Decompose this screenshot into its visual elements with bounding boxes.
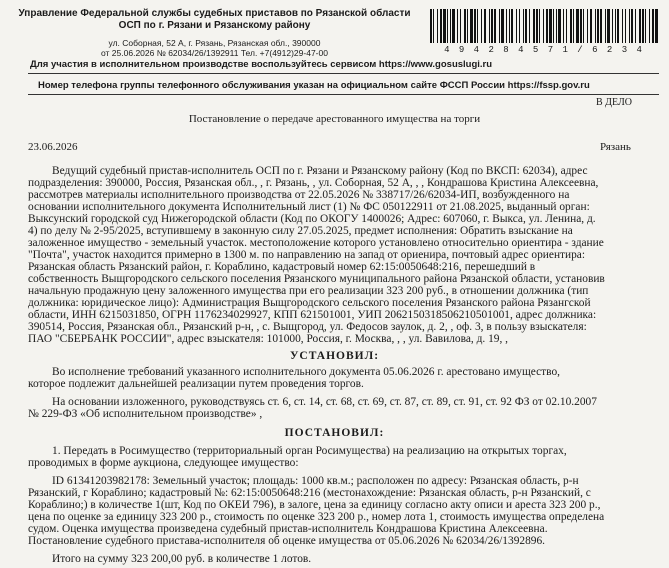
to-file-mark: В ДЕЛО [596, 97, 632, 108]
property-description [28, 475, 660, 547]
text-line: основании исполнительного документа Исполнительный лист (1) № ФС 050122911 от 21.08.2025, выданный орган: [28, 201, 590, 213]
text-line: судом. Оценка имущества произведена судебный пристав-исполнитель Кондрашова Кристина Алексеевна. [28, 523, 548, 535]
document-title: Постановление о передаче арестованного имущества на торги [188, 113, 481, 125]
reference-line: от 25.06.2026 № 62034/26/1392911 Тел. +7(4912)29-47-00 [101, 48, 328, 58]
text-line: проводимых в форме аукциона, следующее имущество: [28, 457, 299, 469]
text-line: Постановление судебного пристава-исполнителя об оценке имущества от 05.06.2026 № 62034/26/1392896. [28, 535, 546, 547]
text-line: Ведущий судебный пристав-исполнитель ОСП по г. Рязани и Рязанскому району (Код по ВКСП: 62034), адрес [52, 165, 588, 177]
text-line: На основании изложенного, руководствуясь ст. 6, ст. 14, ст. 68, ст. 69, ст. 87, ст. 89, ст. 91, ст. 92 ФЗ от 02.10.2007 [52, 396, 597, 408]
barcode [426, 9, 662, 54]
divider [28, 94, 659, 95]
text-line: цена по оценке за единицу 323 200 р., стоимость по оценке 323 200 р., номер лота 1, стоимость имущества определена [28, 511, 605, 523]
intro-paragraph [28, 165, 660, 345]
text-line: "Почта", участок находится примерно в 1300 м. по направлению на запад от ориенира, почтовый адрес ориентира: [28, 249, 586, 261]
text-line: 390514, Россия, Рязанская обл., Рязанский р-н, , с. Выщгород, ул. Федосов заулок, д. 2, , оф. 3, в пользу взыскателя: [28, 321, 587, 333]
text-line: Во исполнение требований указанного исполнительного документа 05.06.2026 г. арестовано имущество, [52, 366, 560, 378]
barcode-bars [426, 9, 662, 43]
established-paragraph [28, 366, 660, 390]
text-line: 4) по делу № 2-95/2025, вступившему в законную силу 27.05.2025, предмет исполнения: Обратить взыскание на [28, 225, 573, 237]
text-line: № 229-ФЗ «Об исполнительном производстве» , [28, 408, 263, 420]
divider [28, 73, 659, 74]
document-date: 23.06.2026 [28, 141, 78, 153]
total-line [28, 553, 660, 565]
text-line: должника: юридическое лицо): Администрация Выщгородского сельского поселения Рязанского района Рязангской [28, 297, 591, 309]
text-line: ПАО "СБЕРБАНК РОССИИ", адрес взыскателя: 101000, Россия, г. Москва, , , ул. Вавилова, д. 19, , [28, 333, 509, 345]
phone-notice: Номер телефона группы телефонного обслуживания указан на официальном сайте ФССП России https://fssp.gov.ru [38, 80, 590, 91]
text-line: ID 61341203982178: Земельный участок; площадь: 1000 кв.м.; расположен по адресу: Рязанская область, р-н [52, 475, 579, 487]
item-1-paragraph [28, 445, 660, 469]
text-line: области, ИНН 6215031850, ОГРН 1176234029927, КПП 621501001, УИП 2062150318506210501001, адрес должника: [28, 309, 597, 321]
established-heading: УСТАНОВИЛ: [289, 350, 380, 362]
gosuslugi-notice: Для участия в исполнительном производстве воспользуйтесь сервисом https://www.gosuslugi.ru [30, 59, 493, 70]
issuing-organization [12, 8, 417, 32]
text-line: 1. Передать в Росимущество (территориальный орган Росимущества) на реализацию на открытых торгах, [52, 445, 567, 457]
organization-address [12, 38, 417, 58]
address-line: ул. Соборная, 52 А, г. Рязань, Рязанская обл., 390000 [108, 38, 321, 48]
legal-basis-paragraph [28, 396, 660, 420]
division-name: ОСП по г. Рязани и Рязанскому району [118, 20, 311, 31]
text-line: подразделения: 390000, Россия, Рязанская обл., , г. Рязань, , ул. Соборная, 52 А, , , Кондрашова Кристина Алексеевна, [28, 177, 599, 189]
text-line: Итого на сумму 323 200,00 руб. в количестве 1 лотов. [52, 553, 312, 565]
text-line: Рязанская область Рязанский район, г. Кораблино, кадастровый номер 62:15:0050648:216, перешедший в [28, 261, 536, 273]
barcode-number: 4 9 4 2 8 4 5 7 1 / 6 2 3 4 [444, 45, 644, 55]
resolved-heading: ПОСТАНОВИЛ: [284, 427, 385, 439]
text-line: Выксунский городской суд Нижегородской области (Код по ОКОГУ 1400026; Адрес: 607060, г. Выкса, ул. Ленина, д. [28, 213, 596, 225]
text-line: которое подлежит дальнейшей реализации путем проведения торгов. [28, 378, 364, 390]
text-line: заложенное имущество - земельный участок. местоположение которого установлено относительно ориентира - здание [28, 237, 604, 249]
text-line: собственность Выщгородского сельского поселения Рязанского муниципального района Рязанской области, установив [28, 273, 605, 285]
text-line: Кораблино;) в количестве 1(шт, Код по ОКЕИ 796), в залоге, цена за единицу согласно акту описи и ареста 323 200 р., [28, 499, 601, 511]
text-line: рассмотрев материалы исполнительного производства от 22.05.2026 № 338717/26/62034-ИП, возбужденного на [28, 189, 570, 201]
text-line: Рязанский, г Кораблино; кадастровый №: 62:15:0050648:216 (местонахождение: Рязанская область, р-н Рязанский, с [28, 487, 591, 499]
organization-name: Управление Федеральной службы судебных приставов по Рязанской области [18, 8, 411, 19]
document-city: Рязань [600, 141, 631, 153]
text-line: начальную продажную цену заложенного имущества при его реализации 323 200 руб., в отношении должника (тип [28, 285, 589, 297]
